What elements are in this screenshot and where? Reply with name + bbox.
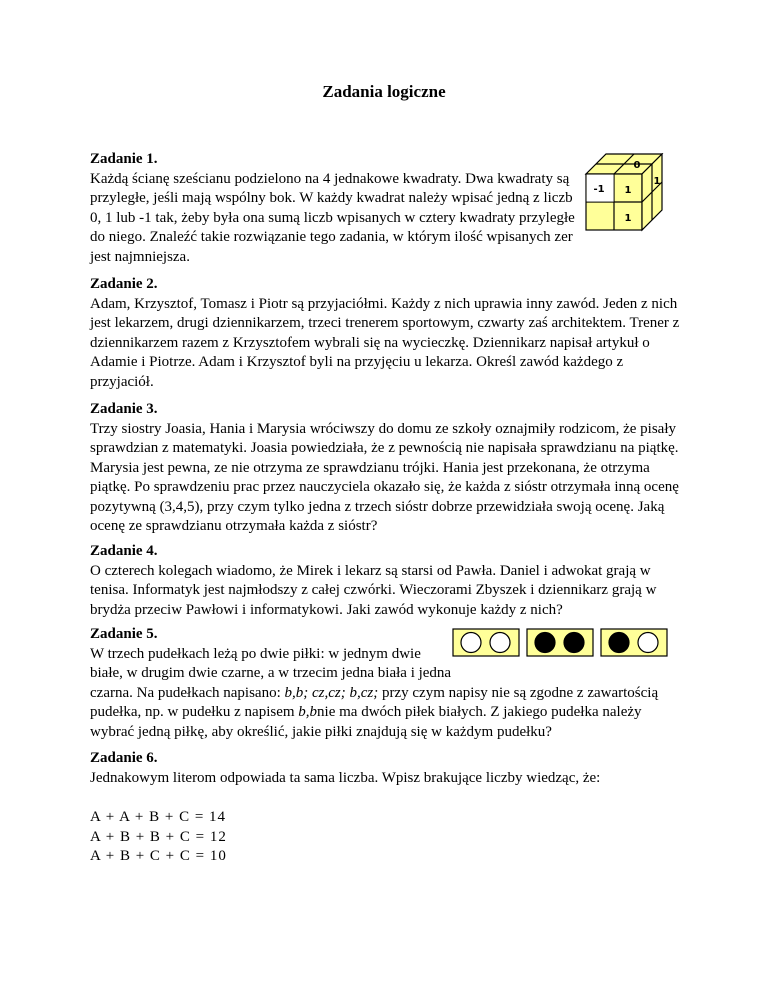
task-6 xyxy=(90,749,688,788)
cube-figure xyxy=(584,153,670,235)
task-5-text xyxy=(90,645,688,743)
equation-1: A + A + B + C = 14 xyxy=(90,809,227,825)
task-1-text: Każdą ścianę sześcianu podzielono na 4 jednakowe kwadraty. Dwa kwadraty są przyległe, jeśli mają wspólny bok. W każdy kwadrat należy wpisać jedną z liczb 0, 1 lub -1 tak, żeby była ona sumą liczb wpisanych w cztery kwadraty przyległe do niego. Znaleźć takie rozwiązanie tego zadania, w którym ilość wpisanych zer jest najmniejsza. xyxy=(90,170,575,265)
task-5-text-c: nie ma dwóch piłek białych. Z jakiego pudełka należy wybrać jedną piłkę, aby określić, jakie piłki znajdują się w każdym pudełku? xyxy=(90,704,642,740)
task-1 xyxy=(90,150,578,267)
task-5-example: b,b xyxy=(298,704,318,720)
task-4 xyxy=(90,542,688,620)
cube-side-value: 1 xyxy=(653,176,661,187)
page-title: Zadania logiczne xyxy=(322,82,446,101)
task-2-text: Adam, Krzysztof, Tomasz i Piotr są przyjaciółmi. Każdy z nich uprawia inny zawód. Jeden z nich jest lekarzem, drugi dziennikarzem, trzeci trenerem sportowym, czwarty zaś architektem. Trener z dziennikarzem razem z Krzysztofem wybrali się na wycieczkę. Dziennikarz napisał artykuł o Adamie i Piotrze. Adam i Krzysztof byli na przyjęciu u lekarza. Określ zawód każdego z przyjaciół. xyxy=(90,295,680,390)
equation-3: A + B + C + C = 10 xyxy=(90,848,227,864)
task-2-heading: Zadanie 2. xyxy=(90,276,158,292)
task-4-heading: Zadanie 4. xyxy=(90,543,158,559)
task-5-text-a: W trzech pudełkach leżą po dwie piłki: w jednym dwie białe, w drugim dwie czarne, a w trzecim jedna biała i jedna czarna. Na pudełkach napisano: xyxy=(90,645,452,701)
task-6-text: Jednakowym literom odpowiada ta sama liczba. Wpisz brakujące liczby wiedząc, że: xyxy=(90,769,601,786)
task-5 xyxy=(90,625,688,742)
task-5-labels: b,b; cz,cz; b,cz; xyxy=(284,684,379,701)
cube-top-value: 0 xyxy=(633,160,641,171)
cube-left-value: -1 xyxy=(593,184,605,195)
task-3 xyxy=(90,400,688,537)
task-5-heading: Zadanie 5. xyxy=(90,626,158,642)
task-3-heading: Zadanie 3. xyxy=(90,401,158,417)
task-6-heading: Zadanie 6. xyxy=(90,750,158,766)
equation-2: A + B + B + C = 12 xyxy=(90,828,227,845)
cube-front-value: 1 xyxy=(624,185,632,196)
task-4-text: O czterech kolegach wiadomo, że Mirek i lekarz są starsi od Pawła. Daniel i adwokat grają w tenisa. Informatyk jest najmłodszy z całej czwórki. Wieczorami Zbyszek i dziennikarz grają w brydża przeciw Pawłowi i informatykowi. Jaki zawód wykonuje każdy z nich? xyxy=(90,562,657,618)
cube-bottom-value: 1 xyxy=(624,213,632,224)
task-3-text: Trzy siostry Joasia, Hania i Marysia wróciwszy do domu ze szkoły oznajmiły rodzicom, że pisały sprawdzian z matematyki. Joasia powiedziała, że z pewnością nie napisała sprawdzianu na piątkę. Marysia jest pewna, ze nie otrzyma ze sprawdzianu trójki. Hania jest przekonana, że otrzyma piątkę. Po sprawdzeniu prac przez nauczyciela okazało się, że każda z sióstr otrzymała inną ocenę pozytywną (3,4,5), przy czym tylko jedna z trzech sióstr dobrze przewidziała swoją ocenę. Jaką ocenę ze sprawdzianu otrzymała każda z sióstr? xyxy=(90,420,679,534)
task-5-text-b: przy czym napisy nie są zgodne z zawartością pudełka, np. w pudełku z napisem xyxy=(90,684,659,720)
task-1-heading: Zadanie 1. xyxy=(90,151,158,167)
task-2 xyxy=(90,275,688,392)
